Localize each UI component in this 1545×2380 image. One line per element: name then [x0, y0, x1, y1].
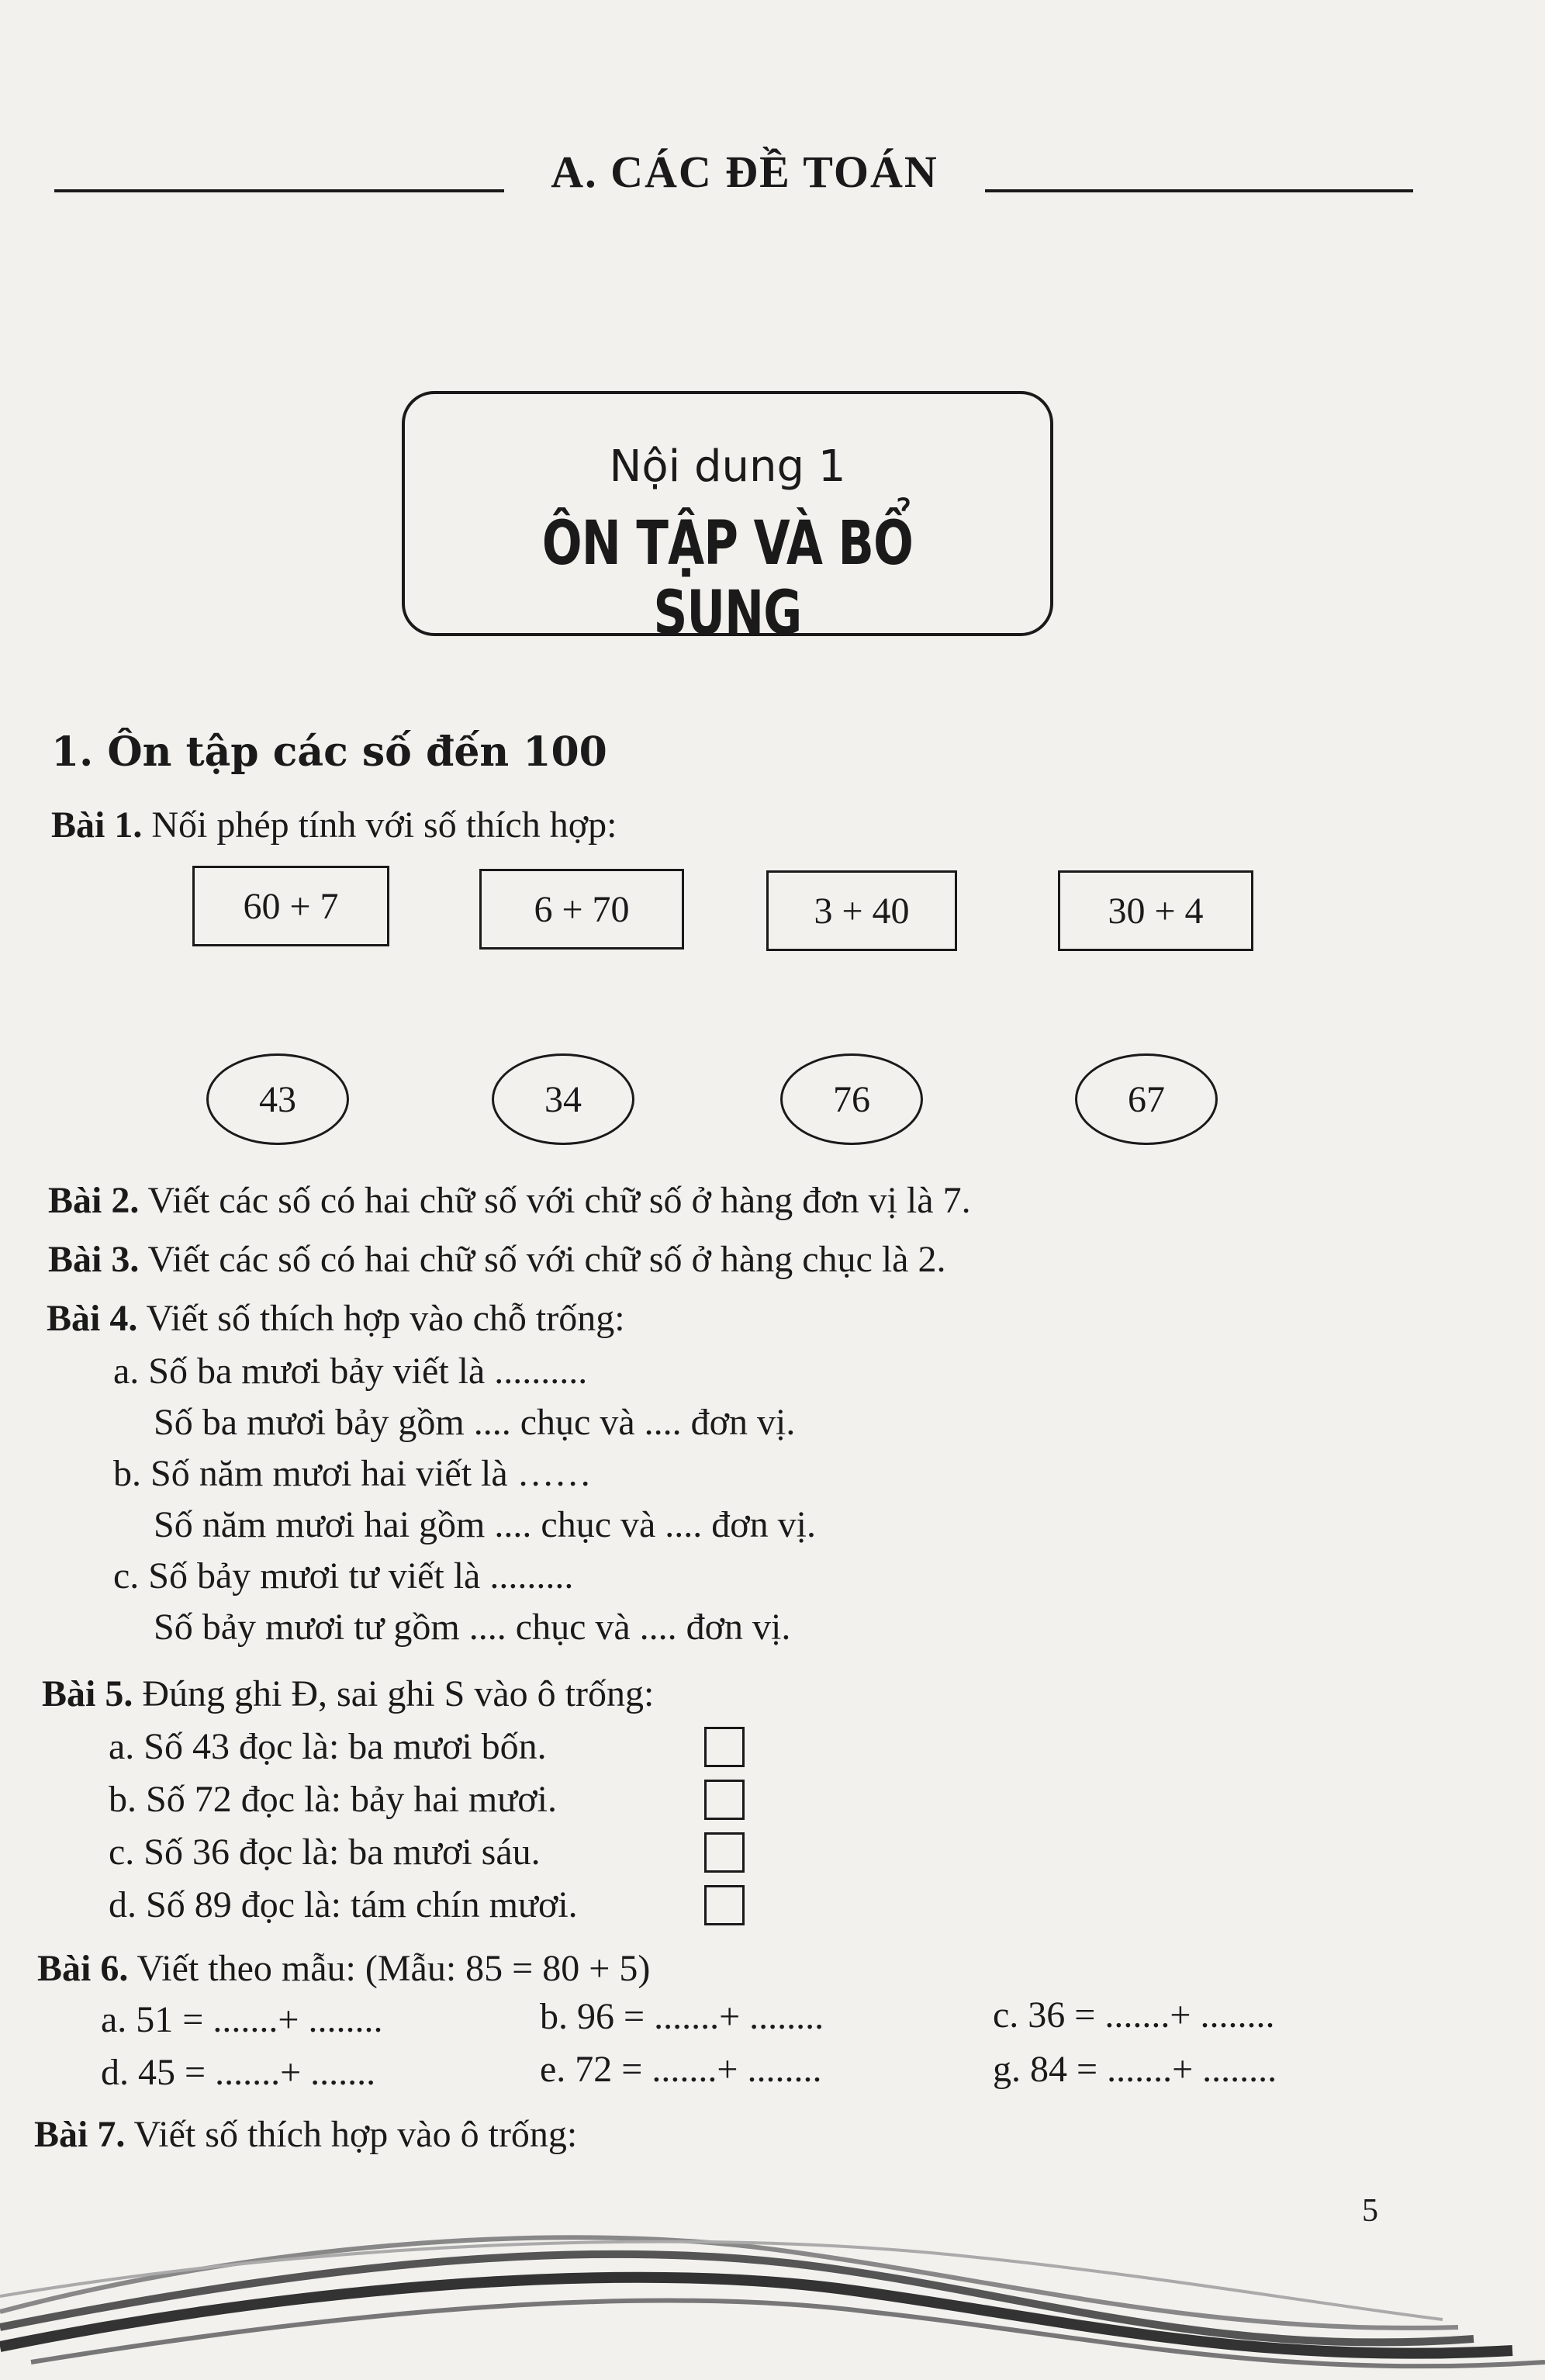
exercise-instruction: Viết các số có hai chữ số với chữ số ở hàng đơn vị là 7. [147, 1180, 971, 1221]
exercise-1 [51, 804, 617, 847]
content-title: ÔN TẬP VÀ BỔ SUNG [541, 509, 914, 649]
exercise-item: d. 45 = .......+ ....... [101, 2052, 376, 2093]
section-title: 1. Ôn tập các số đến 100 [51, 728, 607, 776]
exercise-item: b. Số 72 đọc là: bảy hai mươi. [109, 1779, 557, 1820]
exercise-label: Bài 2. [48, 1180, 140, 1221]
exercise-item: a. 51 = .......+ ........ [101, 1999, 383, 2040]
content-subtitle: Nội dung 1 [609, 441, 846, 492]
exercise-6 [37, 1947, 650, 1991]
exercise-label: Bài 7. [34, 2114, 126, 2155]
page-number: 5 [1362, 2193, 1378, 2229]
exercise-item: c. 36 = .......+ ........ [993, 1994, 1275, 2036]
exercise-instruction: Nối phép tính với số thích hợp: [151, 804, 617, 846]
exercise-item: a. Số ba mươi bảy viết là .......... [113, 1351, 588, 1392]
footer-wave-decoration [0, 2203, 1545, 2380]
exercise-item: a. Số 43 đọc là: ba mươi bốn. [109, 1726, 547, 1767]
answer-checkbox[interactable] [704, 1727, 745, 1767]
exercise-item: g. 84 = .......+ ........ [993, 2049, 1277, 2090]
exercise-3 [48, 1238, 945, 1282]
exercise-2 [48, 1179, 971, 1223]
content-box [402, 391, 1053, 649]
exercise-label: Bài 5. [42, 1673, 133, 1714]
exercise-instruction: Viết các số có hai chữ số với chữ số ở hàng chục là 2. [147, 1239, 946, 1280]
exercise-instruction: Viết số thích hợp vào ô trống: [133, 2114, 578, 2155]
expression-box: 30 + 4 [1058, 870, 1253, 951]
answer-checkbox[interactable] [704, 1832, 745, 1873]
number-oval: 76 [780, 1053, 923, 1145]
exercise-item: d. Số 89 đọc là: tám chín mươi. [109, 1884, 578, 1925]
answer-checkbox[interactable] [704, 1885, 745, 1925]
exercise-label: Bài 4. [47, 1298, 138, 1339]
exercise-item: c. Số 36 đọc là: ba mươi sáu. [109, 1832, 541, 1873]
exercise-7 [34, 2113, 577, 2157]
exercise-item: b. 96 = .......+ ........ [540, 1996, 824, 2037]
exercise-item: c. Số bảy mươi tư viết là ......... [113, 1555, 574, 1596]
exercise-label: Bài 3. [48, 1239, 140, 1280]
exercise-instruction: Viết số thích hợp vào chỗ trống: [146, 1298, 625, 1339]
exercise-label: Bài 1. [51, 804, 143, 846]
number-oval: 34 [492, 1053, 634, 1145]
expression-box: 6 + 70 [479, 869, 684, 950]
number-oval: 43 [206, 1053, 349, 1145]
exercise-item: e. 72 = .......+ ........ [540, 2049, 822, 2090]
exercise-item: b. Số năm mươi hai viết là …… [113, 1453, 592, 1494]
exercise-5 [42, 1673, 654, 1716]
exercise-label: Bài 6. [37, 1948, 129, 1989]
exercise-item: Số năm mươi hai gồm .... chục và .... đơn vị. [154, 1504, 817, 1545]
expression-box: 3 + 40 [766, 870, 957, 951]
number-oval: 67 [1075, 1053, 1218, 1145]
exercise-4 [47, 1297, 625, 1340]
exercise-instruction: Viết theo mẫu: (Mẫu: 85 = 80 + 5) [137, 1948, 651, 1989]
chapter-title: A. CÁC ĐỀ TOÁN [504, 147, 985, 197]
expression-box: 60 + 7 [192, 866, 389, 946]
exercise-item: Số ba mươi bảy gồm .... chục và .... đơn vị. [154, 1402, 796, 1443]
exercise-item: Số bảy mươi tư gồm .... chục và .... đơn vị. [154, 1607, 791, 1648]
exercise-instruction: Đúng ghi Đ, sai ghi S vào ô trống: [142, 1673, 655, 1714]
answer-checkbox[interactable] [704, 1780, 745, 1820]
